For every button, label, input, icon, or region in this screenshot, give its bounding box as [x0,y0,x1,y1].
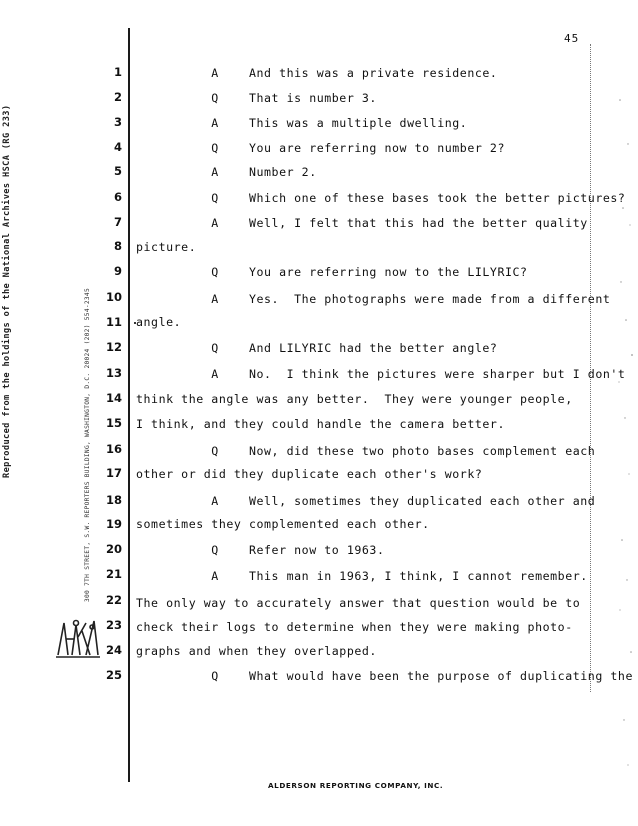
line-number: 10 [105,290,122,304]
line-text: Q Refer now to 1963. [136,543,385,557]
line-text: A Number 2. [136,165,317,179]
reporter-address: 300 7TH STREET, S.W. REPORTERS BUILDING, WASHINGTON, D.C. 20024 (202) 554-2345 [84,288,91,602]
line-text: A No. I think the pictures were sharper but I don't [136,367,626,381]
line-text: A Well, I felt that this had the better quality [136,216,588,230]
line-text: A Well, sometimes they duplicated each other and [136,494,596,508]
line-text: The only way to accurately answer that question would be to [136,596,581,610]
line-number: 7 [113,215,122,229]
line-number: 6 [113,190,122,204]
line-text: A This man in 1963, I think, I cannot remember. [136,569,588,583]
line-number: 3 [113,115,122,129]
line-text: Q That is number 3. [136,91,377,105]
line-number: 20 [105,542,122,556]
line-number: 17 [105,466,122,480]
line-number: 15 [105,416,122,430]
line-number: 25 [105,668,122,682]
line-text: Q Now, did these two photo bases complement each [136,444,596,458]
line-text: Q You are referring now to the LILYRIC? [136,265,528,279]
left-margin-rule [128,28,130,782]
line-text: graphs and when they overlapped. [136,644,377,658]
line-text: Q What would have been the purpose of duplicating the [136,669,633,683]
line-number: 9 [113,264,122,278]
line-text: angle. [136,315,182,329]
page-number: 45 [564,32,580,45]
line-number: 23 [105,618,122,632]
line-text: A Yes. The photographs were made from a different [136,292,611,306]
line-number: 19 [105,517,122,531]
line-text: I think, and they could handle the camera better. [136,417,505,431]
line-text: picture. [136,240,197,254]
archive-stamp: Reproduced from the holdings of the National Archives HSCA (RG 233) [2,104,12,478]
scan-edge-marks [614,20,636,800]
line-text: other or did they duplicate each other's work? [136,467,483,481]
line-text: Q You are referring now to number 2? [136,141,505,155]
line-number: 22 [105,593,122,607]
line-number: 21 [105,567,122,581]
line-number: 12 [105,340,122,354]
line-text: A And this was a private residence. [136,66,498,80]
line-text: think the angle was any better. They were younger people, [136,392,573,406]
line-number: 5 [113,164,122,178]
line-number: 16 [105,442,122,456]
archive-seal-icon [54,617,102,659]
line-text: Q Which one of these bases took the better pictures? [136,191,626,205]
line-number: 11 [105,315,122,329]
line-number: 18 [105,493,122,507]
line-text: Q And LILYRIC had the better angle? [136,341,498,355]
line-number: 24 [105,643,122,657]
line-number: 2 [113,90,122,104]
line-number: 14 [105,391,122,405]
line-number: 1 [113,65,122,79]
line-number: 4 [113,140,122,154]
line-number: 8 [113,239,122,253]
line-text: sometimes they complemented each other. [136,517,430,531]
line-text: A This was a multiple dwelling. [136,116,468,130]
reporting-company-footer: ALDERSON REPORTING COMPANY, INC. [268,781,444,790]
line-text: check their logs to determine when they were making photo- [136,620,573,634]
line-number: 13 [105,366,122,380]
